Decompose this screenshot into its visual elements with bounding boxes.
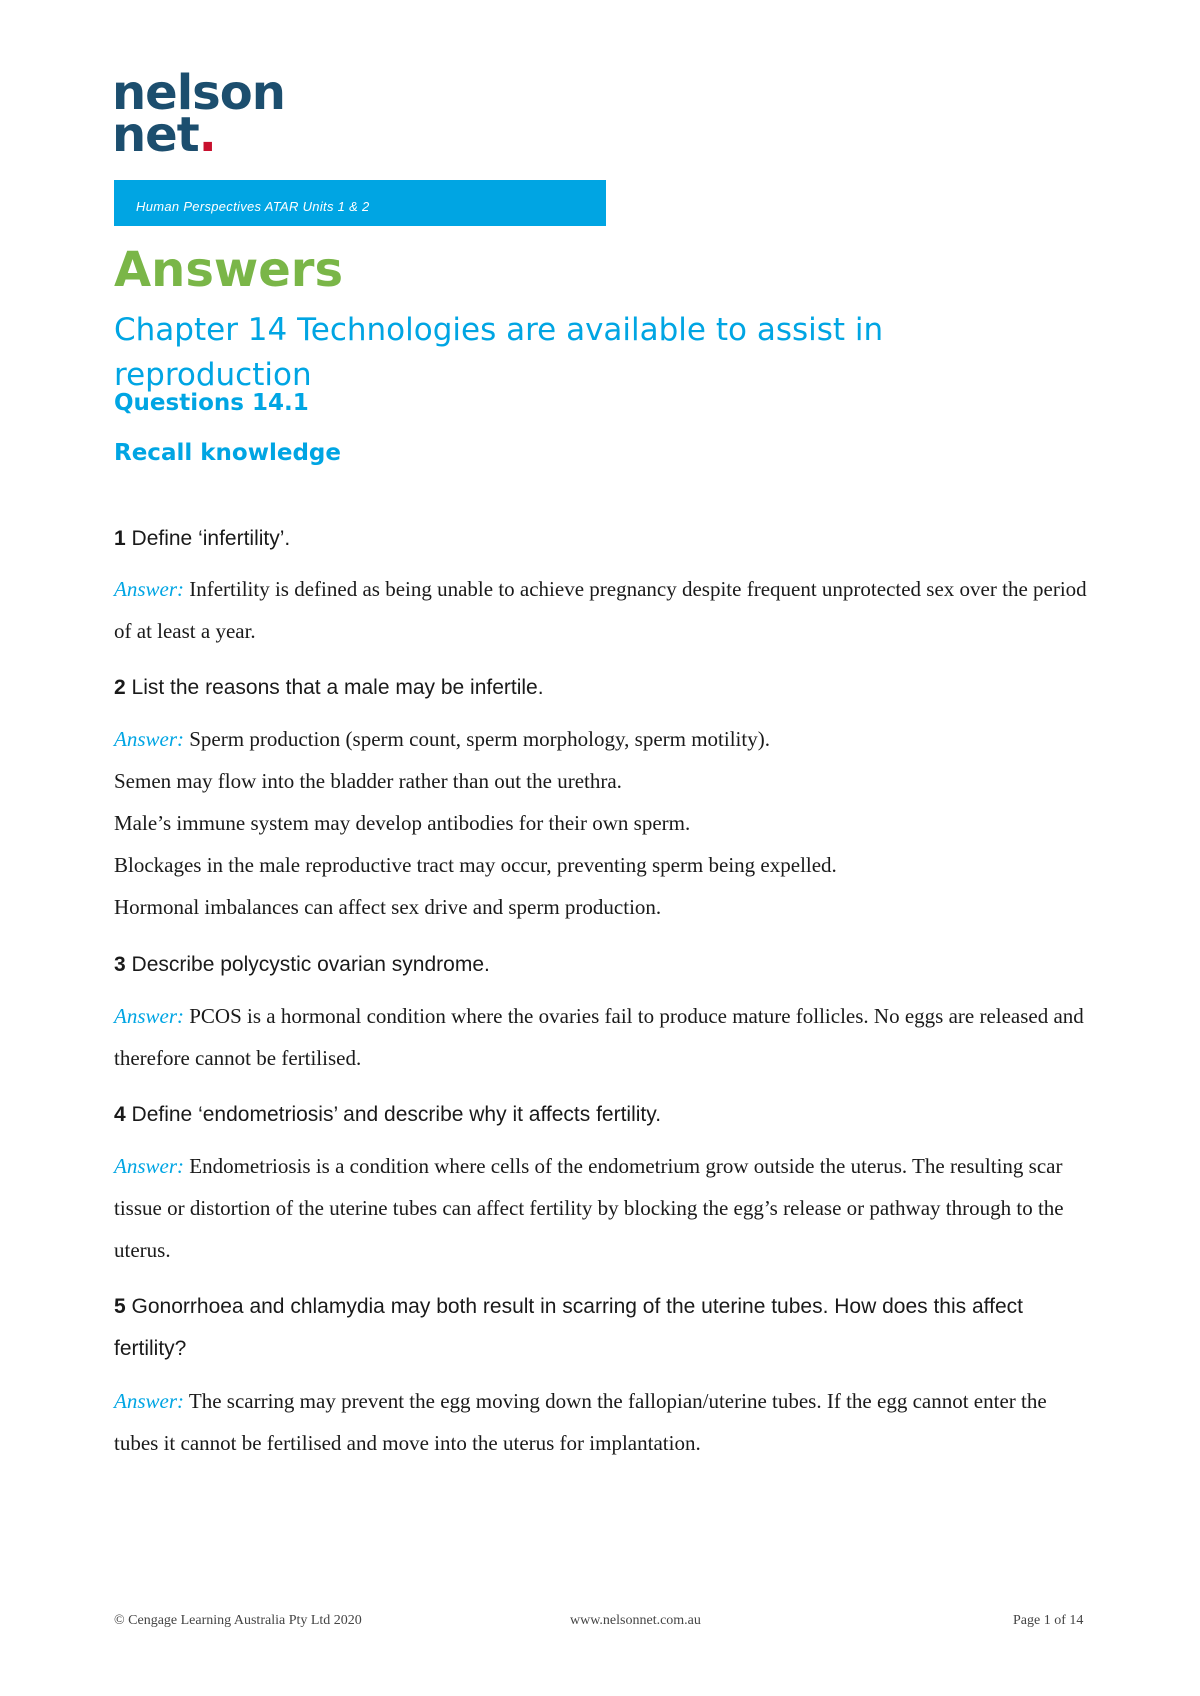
logo-line-1: nelson bbox=[112, 65, 285, 121]
answer-text: Endometriosis is a condition where cells of the endometrium grow outside the uterus. The resulting scar tissue or distortion of the uterine tubes can affect fertility by blocking the egg’s release or pathway through to the uterus. bbox=[114, 1154, 1064, 1262]
answer-5 bbox=[114, 1380, 1094, 1464]
question-text: List the reasons that a male may be infertile. bbox=[131, 676, 544, 699]
answer-1 bbox=[114, 568, 1094, 652]
course-banner bbox=[114, 180, 606, 226]
footer-page-number: Page 1 of 14 bbox=[1013, 1613, 1084, 1628]
answer-text: The scarring may prevent the egg moving down the fallopian/uterine tubes. If the egg cannot enter the tubes it cannot be fertilised and move into the uterus for implantation. bbox=[114, 1389, 1047, 1455]
page-title: Answers bbox=[114, 242, 344, 298]
question-number: 1 bbox=[114, 527, 126, 550]
footer-copyright: © Cengage Learning Australia Pty Ltd 2020 bbox=[114, 1613, 362, 1628]
answer-line: Hormonal imbalances can affect sex drive and sperm production. bbox=[114, 895, 662, 919]
question-text: Describe polycystic ovarian syndrome. bbox=[131, 953, 490, 976]
answer-text: Sperm production (sperm count, sperm morphology, sperm motility). bbox=[189, 727, 770, 751]
answer-label: Answer: bbox=[114, 577, 184, 601]
question-5 bbox=[114, 1286, 1074, 1370]
answer-text: PCOS is a hormonal condition where the ovaries fail to produce mature follicles. No eggs are released and therefore cannot be fertilised. bbox=[114, 1004, 1084, 1070]
answer-label: Answer: bbox=[114, 1389, 184, 1413]
answer-3 bbox=[114, 995, 1094, 1079]
question-number: 3 bbox=[114, 953, 126, 976]
question-text: Define ‘infertility’. bbox=[131, 527, 291, 550]
answer-text: Infertility is defined as being unable to achieve pregnancy despite frequent unprotected sex over the period of at least a year. bbox=[114, 577, 1087, 643]
question-text: Define ‘endometriosis’ and describe why it affects fertility. bbox=[131, 1103, 662, 1126]
banner-text: Human Perspectives ATAR Units 1 & 2 bbox=[136, 199, 370, 214]
section-heading: Questions 14.1 bbox=[114, 390, 309, 416]
question-number: 2 bbox=[114, 676, 126, 699]
answer-line: Male’s immune system may develop antibodies for their own sperm. bbox=[114, 811, 691, 835]
question-4 bbox=[114, 1094, 1074, 1136]
question-number: 4 bbox=[114, 1103, 126, 1126]
answer-line: Semen may flow into the bladder rather than out the urethra. bbox=[114, 769, 622, 793]
logo-line-2: net bbox=[112, 107, 199, 163]
answer-line: Blockages in the male reproductive tract may occur, preventing sperm being expelled. bbox=[114, 853, 837, 877]
question-1 bbox=[114, 518, 1074, 560]
question-3 bbox=[114, 944, 1074, 986]
footer-website: www.nelsonnet.com.au bbox=[570, 1613, 701, 1628]
question-text: Gonorrhoea and chlamydia may both result in scarring of the uterine tubes. How does this affect fertility? bbox=[114, 1295, 1023, 1360]
nelsonnet-logo bbox=[112, 65, 285, 163]
answer-label: Answer: bbox=[114, 1004, 184, 1028]
answer-label: Answer: bbox=[114, 1154, 184, 1178]
question-number: 5 bbox=[114, 1295, 126, 1318]
answer-label: Answer: bbox=[114, 727, 184, 751]
question-2 bbox=[114, 667, 1074, 709]
answer-2 bbox=[114, 718, 1094, 928]
logo-dot: . bbox=[198, 107, 216, 163]
subsection-heading: Recall knowledge bbox=[114, 440, 341, 466]
answer-4 bbox=[114, 1145, 1094, 1271]
chapter-heading: Chapter 14 Technologies are available to assist in reproduction bbox=[114, 312, 884, 393]
